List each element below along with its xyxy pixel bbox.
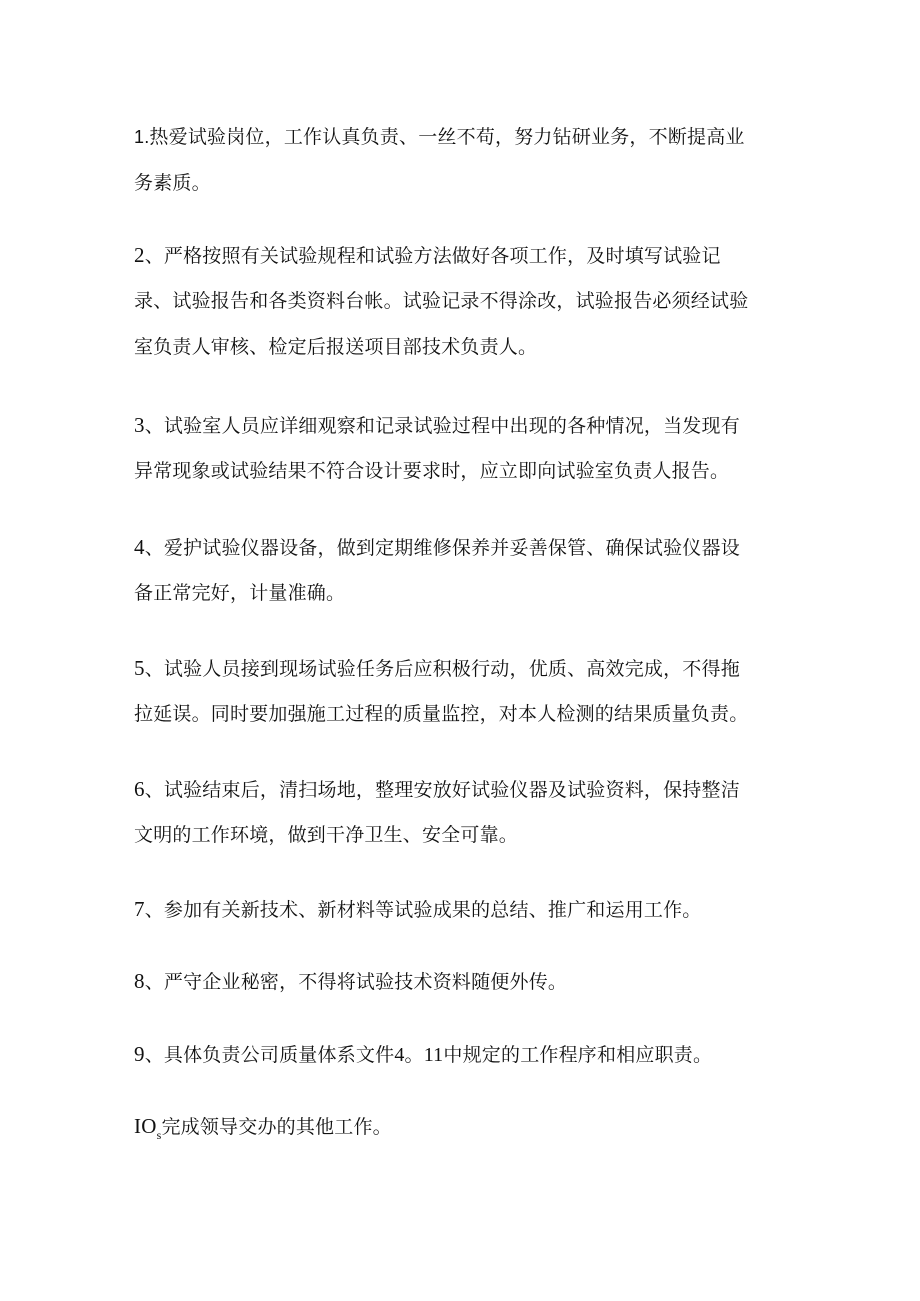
section-reference-major: 4 — [394, 1044, 405, 1066]
item-text-line: 热爱试验岗位，工作认真负责、一丝不苟，努力钻研业务，不断提高业 — [149, 126, 745, 148]
list-item-8 — [134, 958, 784, 1004]
item-number: 3 — [134, 413, 145, 437]
item-text-line: 完成领导交办的其他工作。 — [161, 1116, 392, 1138]
list-item-9 — [134, 1031, 784, 1077]
list-item-7 — [134, 886, 784, 932]
list-item-1 — [134, 114, 784, 206]
section-reference-separator: 。 — [404, 1044, 424, 1066]
list-item-6 — [134, 766, 784, 858]
item-text: 中规定的工作程序和相应职责。 — [443, 1044, 713, 1066]
item-text-line: 文明的工作环境，做到干净卫生、安全可靠。 — [134, 824, 519, 846]
item-text-line: 、试验人员接到现场试验任务后应积极行动，优质、高效完成，不得拖 — [144, 658, 740, 680]
item-text-line: 拉延误。同时要加强施工过程的质量监控，对本人检测的结果质量负责。 — [134, 703, 749, 725]
list-item-5 — [134, 645, 784, 737]
item-text-line: 、试验结束后，清扫场地，整理安放好试验仪器及试验资料，保持整洁 — [144, 779, 740, 801]
item-text-line: 、严格按照有关试验规程和试验方法做好各项工作，及时填写试验记 — [144, 245, 721, 267]
item-number: 7 — [134, 897, 145, 921]
list-item-10 — [134, 1103, 784, 1149]
item-text-line: 备正常完好，计量准确。 — [134, 582, 346, 604]
list-item-2 — [134, 232, 784, 370]
item-number: 1. — [134, 127, 150, 147]
item-text-line: 异常现象或试验结果不符合设计要求时，应立即向试验室负责人报告。 — [134, 460, 730, 482]
item-text-line: 、爱护试验仪器设备，做到定期维修保养并妥善保管、确保试验仪器设 — [144, 537, 740, 559]
item-text-line: 录、试验报告和各类资料台帐。试验记录不得涂改，试验报告必须经试验 — [134, 290, 749, 312]
item-number: IO — [134, 1114, 157, 1138]
item-text: 、具体负责公司质量体系文件 — [144, 1044, 395, 1066]
item-text-line: 、参加有关新技术、新材料等试验成果的总结、推广和运用工作。 — [144, 899, 702, 921]
list-item-4 — [134, 524, 784, 616]
item-number: 4 — [134, 535, 145, 559]
list-item-3 — [134, 402, 784, 494]
item-number: 8 — [134, 969, 145, 993]
item-text-line: 、试验室人员应详细观察和记录试验过程中出现的各种情况，当发现有 — [144, 415, 740, 437]
item-number: 6 — [134, 777, 145, 801]
item-number: 9 — [134, 1042, 145, 1066]
item-number: 5 — [134, 656, 145, 680]
item-text-line: 室负责人审核、检定后报送项目部技术负责人。 — [134, 336, 538, 358]
item-number: 2 — [134, 243, 145, 267]
item-number-subscript: s — [156, 1128, 162, 1142]
item-text-line: 、严守企业秘密，不得将试验技术资料随便外传。 — [144, 971, 568, 993]
section-reference-minor: 11 — [423, 1044, 444, 1066]
item-text-line: 务素质。 — [134, 172, 211, 194]
